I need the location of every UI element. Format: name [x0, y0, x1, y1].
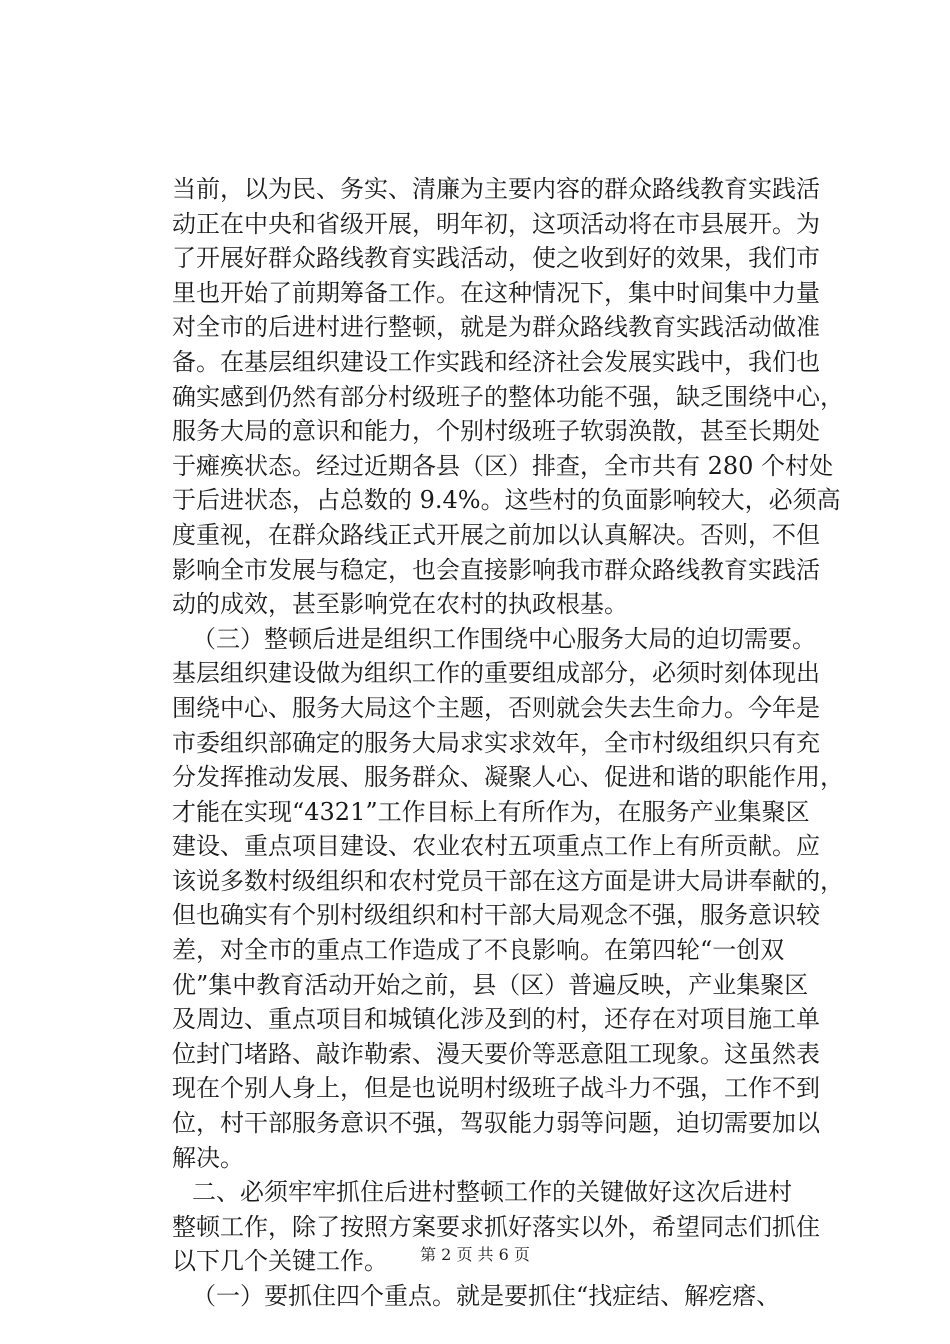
text-line: 了开展好群众路线教育实践活动，使之收到好的效果，我们市	[172, 244, 820, 273]
text-line: 分发挥推动发展、服务群众、凝聚人心、促进和谐的职能作用，	[172, 763, 844, 792]
text-line: 建设、重点项目建设、农业农村五项重点工作上有所贡献。应	[172, 832, 820, 861]
section-heading-line: （一）要抓住四个重点。就是要抓住“找症结、解疙瘩、	[192, 1282, 781, 1310]
text-line: 才能在实现“4321”工作目标上有所作为，在服务产业集聚区	[172, 797, 810, 826]
text-line: 对全市的后进村进行整顿，就是为群众路线教育实践活动做准	[172, 313, 820, 342]
text-line: 但也确实有个别村级组织和村干部大局观念不强，服务意识较	[172, 901, 820, 930]
text-line: 围绕中心、服务大局这个主题，否则就会失去生命力。今年是	[172, 693, 820, 722]
text-line: 动的成效，甚至影响党在农村的执政根基。	[172, 590, 628, 619]
text-line: 整顿工作，除了按照方案要求抓好落实以外，希望同志们抓住	[172, 1212, 820, 1241]
section-heading-line: 二、必须牢牢抓住后进村整顿工作的关键做好这次后进村	[192, 1178, 792, 1207]
text-line: 于后进状态，占总数的 9.4%。这些村的负面影响较大，必须高	[172, 486, 841, 515]
text-line: 位封门堵路、敲诈勒索、漫天要价等恶意阻工现象。这虽然表	[172, 1039, 820, 1068]
text-line: 度重视，在群众路线正式开展之前加以认真解决。否则，不但	[172, 520, 820, 549]
page-number-footer: 第 2 页 共 6 页	[420, 1245, 530, 1264]
text-line: 于瘫痪状态。经过近期各县（区）排查，全市共有 280 个村处	[172, 451, 834, 480]
text-line: 确实感到仍然有部分村级班子的整体功能不强，缺乏围绕中心，	[172, 382, 844, 411]
text-line: 该说多数村级组织和农村党员干部在这方面是讲大局讲奉献的，	[172, 866, 844, 895]
text-line: 当前，以为民、务实、清廉为主要内容的群众路线教育实践活	[172, 175, 820, 203]
text-line: 及周边、重点项目和城镇化涉及到的村，还存在对项目施工单	[172, 1005, 820, 1034]
body-text	[172, 172, 844, 1314]
text-line: 里也开始了前期筹备工作。在这种情况下，集中时间集中力量	[172, 278, 820, 307]
text-line: 解决。	[172, 1143, 244, 1172]
text-line: 市委组织部确定的服务大局求实求效年，全市村级组织只有充	[172, 728, 820, 757]
text-line: 位，村干部服务意识不强，驾驭能力弱等问题，迫切需要加以	[172, 1109, 820, 1138]
text-line: 服务大局的意识和能力，个别村级班子软弱涣散，甚至长期处	[172, 417, 820, 446]
section-heading-line: （三）整顿后进是组织工作围绕中心服务大局的迫切需要。	[192, 624, 816, 653]
text-line: 现在个别人身上，但是也说明村级班子战斗力不强，工作不到	[172, 1074, 820, 1103]
text-line: 差，对全市的重点工作造成了不良影响。在第四轮“一创双	[172, 936, 785, 965]
text-line: 备。在基层组织建设工作实践和经济社会发展实践中，我们也	[172, 347, 820, 376]
text-line: 影响全市发展与稳定，也会直接影响我市群众路线教育实践活	[172, 555, 820, 584]
text-line: 以下几个关键工作。	[172, 1247, 388, 1276]
text-line: 优”集中教育活动开始之前，县（区）普遍反映，产业集聚区	[172, 970, 809, 999]
text-line: 动正在中央和省级开展，明年初，这项活动将在市县展开。为	[172, 209, 820, 238]
text-line: 基层组织建设做为组织工作的重要组成部分，必须时刻体现出	[172, 659, 820, 688]
